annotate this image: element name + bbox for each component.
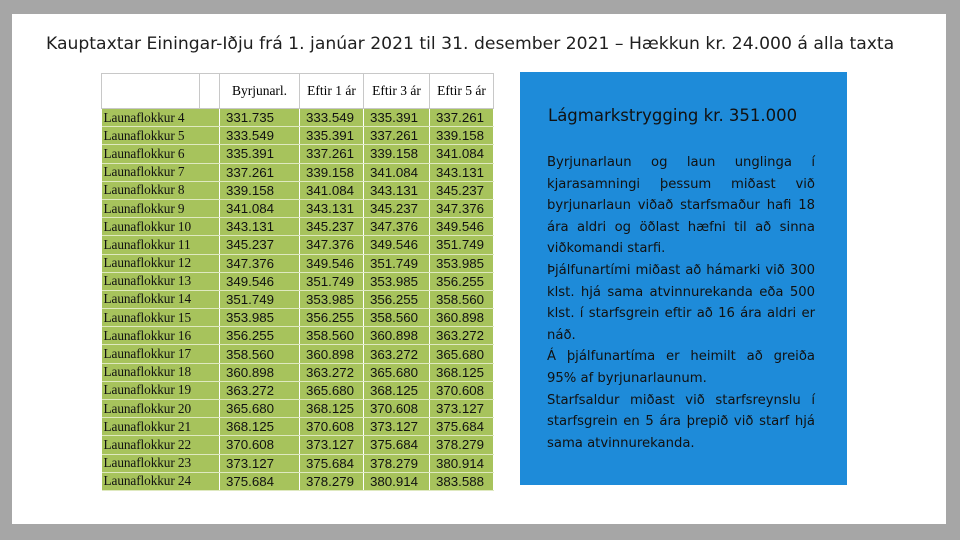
pay-grade-label: Launaflokkur 15 [102,309,220,327]
wage-value: 349.546 [364,236,430,254]
wage-value: 368.125 [300,400,364,418]
table-row [102,363,494,381]
wage-value: 333.549 [300,109,364,127]
pay-grade-label: Launaflokkur 9 [102,199,220,217]
pay-grade-label: Launaflokkur 5 [102,127,220,145]
pay-grade-label: Launaflokkur 20 [102,400,220,418]
wage-value: 353.985 [220,309,300,327]
pay-grade-label: Launaflokkur 16 [102,327,220,345]
wage-value: 356.255 [430,272,494,290]
wage-table [101,73,494,491]
info-box-text [547,152,815,454]
pay-grade-label: Launaflokkur 4 [102,109,220,127]
wage-value: 351.749 [220,290,300,308]
wage-value: 335.391 [220,145,300,163]
header-cell: Eftir 5 ár [430,74,494,109]
pay-grade-label: Launaflokkur 6 [102,145,220,163]
table-row [102,472,494,490]
wage-value: 356.255 [300,309,364,327]
pay-grade-label: Launaflokkur 12 [102,254,220,272]
table-row [102,127,494,145]
wage-value: 383.588 [430,472,494,490]
table-row [102,199,494,217]
wage-value: 358.560 [300,327,364,345]
wage-value: 337.261 [430,109,494,127]
wage-value: 341.084 [300,181,364,199]
wage-value: 349.546 [300,254,364,272]
wage-value: 358.560 [430,290,494,308]
wage-value: 351.749 [430,236,494,254]
wage-value: 370.608 [220,436,300,454]
wage-value: 375.684 [220,472,300,490]
pay-grade-label: Launaflokkur 8 [102,181,220,199]
wage-value: 341.084 [220,199,300,217]
wage-value: 337.261 [364,127,430,145]
wage-value: 365.680 [364,363,430,381]
table-row [102,236,494,254]
wage-value: 343.131 [364,181,430,199]
wage-value: 373.127 [430,400,494,418]
wage-value: 339.158 [430,127,494,145]
wage-value: 360.898 [300,345,364,363]
table-row [102,290,494,308]
pay-grade-label: Launaflokkur 23 [102,454,220,472]
pay-grade-label: Launaflokkur 10 [102,218,220,236]
table-body [102,109,494,491]
wage-value: 335.391 [364,109,430,127]
table-row [102,272,494,290]
info-paragraph: Þjálfunartími miðast að hámarki við 300 klst. hjá sama atvinnurekanda eða 500 klst. í starfsgrein eftir að 16 ára aldri er náð. [547,262,815,343]
wage-value: 347.376 [220,254,300,272]
table-row [102,109,494,127]
wage-value: 351.749 [364,254,430,272]
wage-value: 339.158 [300,163,364,181]
wage-value: 365.680 [300,381,364,399]
wage-value: 356.255 [220,327,300,345]
wage-value: 368.125 [430,363,494,381]
wage-value: 339.158 [220,181,300,199]
header-cell: Eftir 1 ár [300,74,364,109]
wage-value: 370.608 [300,418,364,436]
table-row [102,400,494,418]
wage-value: 345.237 [300,218,364,236]
wage-value: 349.546 [220,272,300,290]
wage-value: 339.158 [364,145,430,163]
wage-value: 349.546 [430,218,494,236]
table-row [102,327,494,345]
table-row [102,254,494,272]
pay-grade-label: Launaflokkur 17 [102,345,220,363]
wage-value: 358.560 [220,345,300,363]
wage-value: 363.272 [364,345,430,363]
wage-value: 375.684 [364,436,430,454]
table-row [102,309,494,327]
wage-value: 353.985 [300,290,364,308]
wage-value: 353.985 [430,254,494,272]
wage-value: 375.684 [300,454,364,472]
header-cell [102,74,200,109]
wage-value: 365.680 [430,345,494,363]
table-row [102,454,494,472]
wage-value: 380.914 [430,454,494,472]
wage-value: 373.127 [220,454,300,472]
wage-value: 373.127 [300,436,364,454]
wage-value: 353.985 [364,272,430,290]
wage-value: 351.749 [300,272,364,290]
wage-value: 347.376 [430,199,494,217]
table-header-row [102,74,494,109]
slide [12,14,946,524]
wage-value: 356.255 [364,290,430,308]
pay-grade-label: Launaflokkur 13 [102,272,220,290]
pay-grade-label: Launaflokkur 24 [102,472,220,490]
table-row [102,345,494,363]
wage-value: 347.376 [300,236,364,254]
info-paragraph: Byrjunarlaun og laun unglinga í kjarasamningi þessum miðast við byrjunarlaun viðað starfsmaður hafi 18 ára aldri og öðlast hæfni til að sinna viðkomandi starfi. [547,155,815,257]
table-row [102,218,494,236]
wage-value: 347.376 [364,218,430,236]
wage-value: 360.898 [430,309,494,327]
wage-value: 337.261 [300,145,364,163]
info-box-title: Lágmarkstrygging kr. 351.000 [548,106,798,125]
pay-grade-label: Launaflokkur 22 [102,436,220,454]
wage-value: 337.261 [220,163,300,181]
info-box [520,72,847,485]
wage-value: 363.272 [300,363,364,381]
wage-value: 378.279 [364,454,430,472]
wage-value: 378.279 [430,436,494,454]
info-paragraph: Á þjálfunartíma er heimilt að greiða 95% af byrjunarlaunum. [547,349,815,386]
pay-grade-label: Launaflokkur 19 [102,381,220,399]
wage-value: 378.279 [300,472,364,490]
wage-value: 368.125 [220,418,300,436]
wage-value: 343.131 [300,199,364,217]
pay-grade-label: Launaflokkur 7 [102,163,220,181]
slide-title: Kauptaxtar Einingar-Iðju frá 1. janúar 2021 til 31. desember 2021 – Hækkun kr. 24.000 á alla taxta [46,34,895,54]
wage-value: 368.125 [364,381,430,399]
table-row [102,163,494,181]
header-cell: Byrjunarl. [220,74,300,109]
wage-value: 363.272 [430,327,494,345]
pay-grade-label: Launaflokkur 21 [102,418,220,436]
table-row [102,418,494,436]
wage-value: 341.084 [364,163,430,181]
header-cell: Eftir 3 ár [364,74,430,109]
pay-grade-label: Launaflokkur 11 [102,236,220,254]
wage-value: 365.680 [220,400,300,418]
table-row [102,145,494,163]
table-row [102,181,494,199]
wage-value: 380.914 [364,472,430,490]
table-row [102,381,494,399]
wage-value: 375.684 [430,418,494,436]
wage-value: 370.608 [430,381,494,399]
wage-value: 363.272 [220,381,300,399]
wage-table-container [101,73,494,491]
wage-value: 341.084 [430,145,494,163]
wage-value: 360.898 [364,327,430,345]
pay-grade-label: Launaflokkur 14 [102,290,220,308]
wage-value: 370.608 [364,400,430,418]
wage-value: 360.898 [220,363,300,381]
wage-value: 345.237 [430,181,494,199]
wage-value: 343.131 [430,163,494,181]
wage-value: 345.237 [220,236,300,254]
header-cell [200,74,220,109]
wage-value: 343.131 [220,218,300,236]
wage-value: 331.735 [220,109,300,127]
wage-value: 335.391 [300,127,364,145]
wage-value: 358.560 [364,309,430,327]
table-row [102,436,494,454]
info-paragraph: Starfsaldur miðast við starfsreynslu í starfsgrein en 5 ára þrepið við starf hjá sama atvinnurekanda. [547,392,815,451]
wage-value: 345.237 [364,199,430,217]
wage-value: 333.549 [220,127,300,145]
pay-grade-label: Launaflokkur 18 [102,363,220,381]
wage-value: 373.127 [364,418,430,436]
